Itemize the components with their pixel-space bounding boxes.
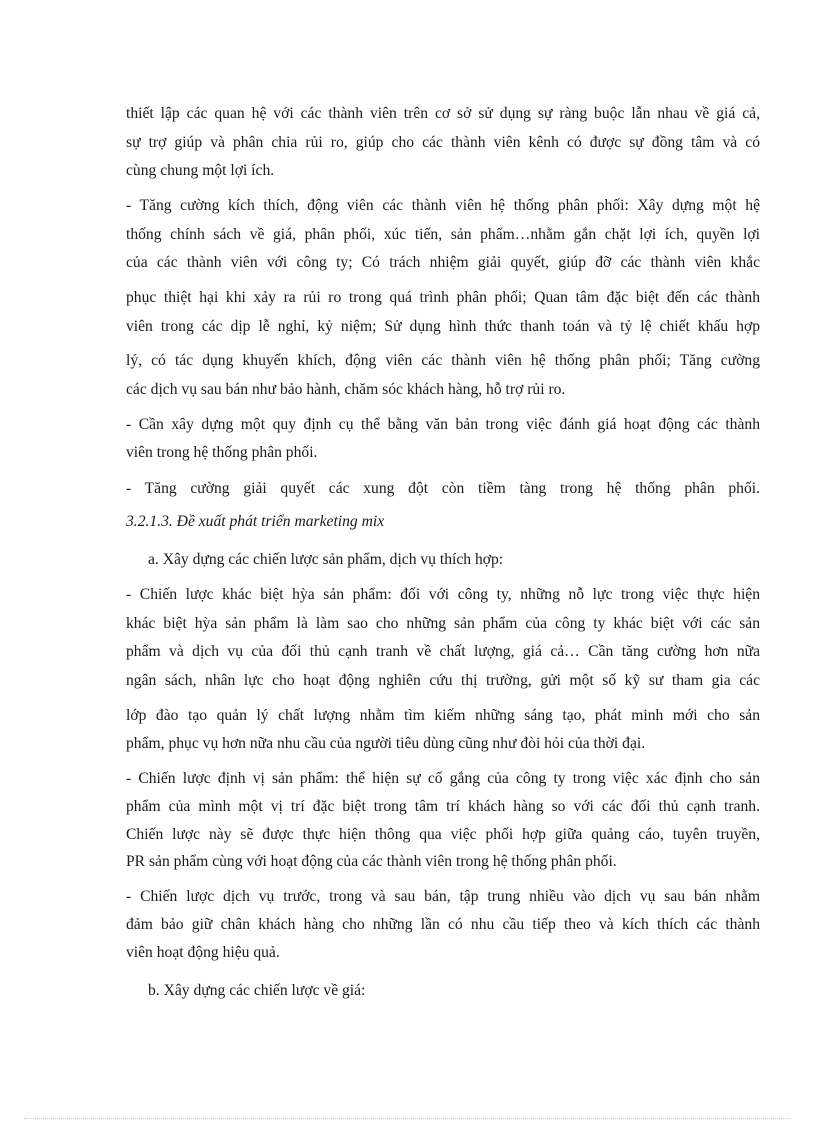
text-line: viên trong các dịp lễ nghỉ, kỷ niệm; Sử dụng hình thức thanh toán và tỷ lệ chiết khấu hợp <box>126 318 760 335</box>
text-line: cùng chung một lợi ích. <box>126 162 275 179</box>
text-line: sự trợ giúp và phân chia rủi ro, giúp cho các thành viên kênh có được sự đồng tâm và có <box>126 134 760 151</box>
text-line: - Chiến lược khác biệt hỳa sản phẩm: đối với công ty, những nỗ lực trong việc thực hiện <box>126 586 760 603</box>
section-heading: 3.2.1.3. Đề xuất phát triển marketing mix <box>126 513 385 530</box>
text-line: đảm bảo giữ chân khách hàng cho những lần có nhu cầu tiếp theo và kích thích các thành <box>126 916 760 933</box>
text-line: phục thiệt hại khi xảy ra rủi ro trong quá trình phân phối; Quan tâm đặc biệt đến các thành <box>126 289 760 306</box>
text-line: thống chính sách về giá, phân phối, xúc tiến, sản phẩm…nhằm gắn chặt lợi ích, quyền lợi <box>126 226 760 243</box>
text-line: thiết lập các quan hệ với các thành viên trên cơ sở sử dụng sự ràng buộc lẫn nhau về giá cả, <box>126 105 760 122</box>
subheading-a: a. Xây dựng các chiến lược sản phẩm, dịch vụ thích hợp: <box>148 551 504 568</box>
text-line: - Chiến lược dịch vụ trước, trong và sau bán, tập trung nhiều vào dịch vụ sau bán nhằm <box>126 888 760 905</box>
text-line: viên trong hệ thống phân phối. <box>126 444 318 461</box>
text-line: các dịch vụ sau bán như bảo hành, chăm sóc khách hàng, hỗ trợ rủi ro. <box>126 381 566 398</box>
text-line: phẩm, phục vụ hơn nữa nhu cầu của người tiêu dùng cũng như đòi hỏi của thời đại. <box>126 735 646 752</box>
text-line: viên hoạt động hiệu quả. <box>126 944 280 961</box>
subheading-b: b. Xây dựng các chiến lược về giá: <box>148 982 366 999</box>
text-line: phẩm của mình một vị trí đặc biệt trong tâm trí khách hàng so với các đối thủ cạnh tranh. <box>126 798 760 815</box>
text-line: của các thành viên với công ty; Có trách nhiệm giải quyết, giúp đỡ các thành viên khắc <box>126 254 760 271</box>
text-line: - Tăng cường giải quyết các xung đột còn tiềm tàng trong hệ thống phân phối. <box>126 480 760 497</box>
text-line: - Tăng cường kích thích, động viên các thành viên hệ thống phân phối: Xây dựng một hệ <box>126 197 760 214</box>
text-line: Chiến lược này sẽ được thực hiện thông qua việc phối hợp giữa quảng cáo, tuyên truyền, <box>126 826 760 843</box>
text-line: - Cần xây dựng một quy định cụ thể bằng văn bản trong việc đánh giá hoạt động các thành <box>126 416 760 433</box>
text-line: khác biệt hỳa sản phẩm là làm sao cho những sản phẩm của công ty khác biệt với các sản <box>126 615 760 632</box>
text-line: phẩm và dịch vụ của đối thủ cạnh tranh về chất lượng, giá cả… Cần tăng cường hơn nữa <box>126 643 760 660</box>
text-line: - Chiến lược định vị sản phẩm: thể hiện sự cố gắng của công ty trong việc xác định cho sản <box>126 770 760 787</box>
page-bottom-divider <box>24 1118 790 1119</box>
text-line: ngân sách, nhân lực cho hoạt động nghiên cứu thị trường, gửi một số kỹ sư tham gia các <box>126 672 760 689</box>
text-line: lý, có tác dụng khuyến khích, động viên các thành viên hệ thống phân phối; Tăng cường <box>126 352 760 369</box>
text-line: PR sản phẩm cùng với hoạt động của các thành viên trong hệ thống phân phối. <box>126 853 617 870</box>
text-line: lớp đào tạo quản lý chất lượng nhằm tìm kiếm những sáng tạo, phát minh mới cho sản <box>126 707 760 724</box>
